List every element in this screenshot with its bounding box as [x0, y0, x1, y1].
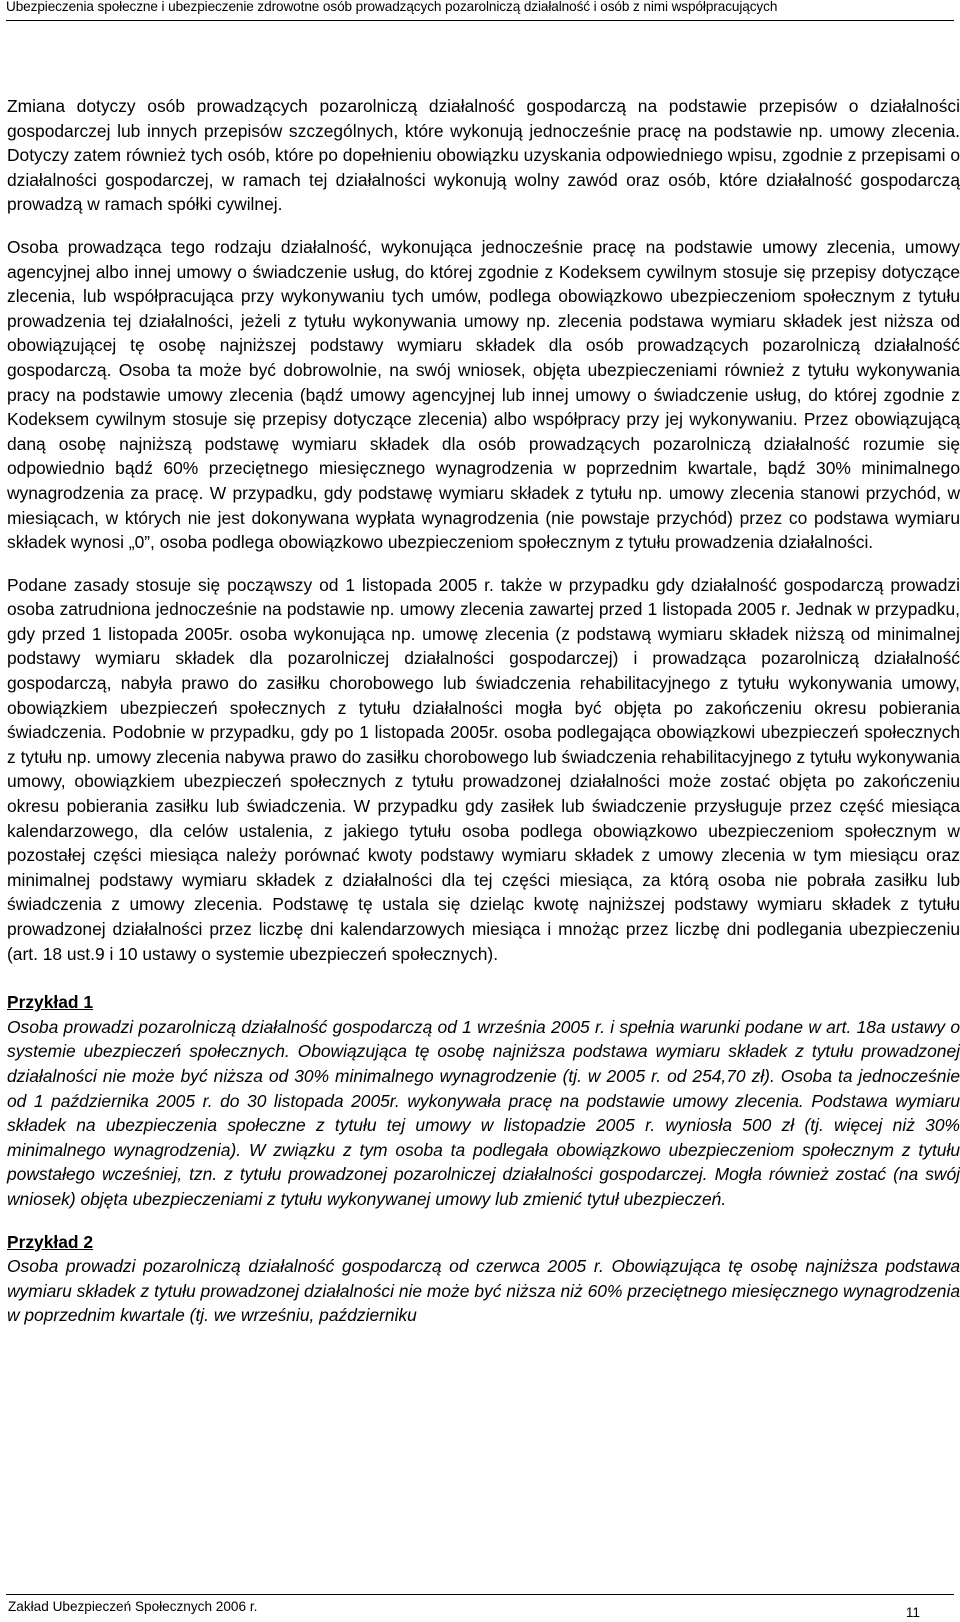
paragraph-1: Zmiana dotyczy osób prowadzących pozarolniczą działalność gospodarczą na podstawie przepisów o działalności gospodarczej lub innych przepisów szczególnych, które wykonują jednocześnie pracę na podstawie np. umowy zlecenia. Dotyczy zatem również tych osób, które po dopełnieniu obowiązku uzyskania odpowiedniego wpisu, zgodnie z przepisami o działalności gospodarczej, w ramach tej działalności wykonują wolny zawód oraz osób, które działalność gospodarczą prowadzą w ramach spółki cywilnej. [7, 96, 960, 215]
document-body [7, 94, 960, 1346]
example-1-text: Osoba prowadzi pozarolniczą działalność gospodarczą od 1 września 2005 r. i spełnia warunki podane w art. 18a ustawy o systemie ubezpieczeń społecznych. Obowiązująca tę osobę najniższa podstawa wymiaru składek z tytułu prowadzonej działalności nie może być niższa od 30% minimalnego wynagrodzenie (tj. w 2005 r. od 254,70 zł). Osoba ta jednocześnie od 1 października 2005 r. do 30 listopada 2005r. wykonywała pracę na podstawie umowy zlecenia. Podstawa wymiaru składek na ubezpieczenia społeczne z tytułu tej umowy w listopadzie 2005 r. wyniosła 500 zł (tj. więcej niż 30% minimalnego wynagrodzenia). W związku z tym osoba ta podlegała obowiązkowo ubezpieczeniom społecznym z tytułu powstałego wcześniej, tzn. z tytułu prowadzonej pozarolniczej działalności gospodarczej. Mogła również zostać (na swój wniosek) objęta ubezpieczeniami z tytułu wykonywanej umowy lub zmienić tytuł ubezpieczeń. [7, 1016, 960, 1209]
running-title: Ubezpieczenia społeczne i ubezpieczenie zdrowotne osób prowadzących pozarolniczą działalność i osób z nimi współpracujących [6, 0, 778, 14]
paragraph-2: Osoba prowadząca tego rodzaju działalność, wykonująca jednocześnie pracę na podstawie umowy zlecenia, umowy agencyjnej albo innej umowy o świadczenie usług, do której zgodnie z Kodeksem cywilnym stosuje się przepisy dotyczące zlecenia, lub współpracująca przy wykonywaniu tych umów, podlega obowiązkowo ubezpieczeniom społecznym z tytułu prowadzenia tej działalności, jeżeli z tytułu wykonywania umowy np. zlecenia podstawa wymiaru składek jest niższa od obowiązującej tę osobę najniższej podstawy wymiaru składek dla osób prowadzących pozarolniczą działalność gospodarczą. Osoba ta może być dobrowolnie, na swój wniosek, objęta ubezpieczeniami również z tytułu wykonywania pracy na podstawie umowy zlecenia (bądź umowy agencyjnej lub innej umowy o świadczenie usług, do której zgodnie z Kodeksem cywilnym stosuje się przepisy dotyczące zlecenia) albo współpracy przy jej wykonywaniu. Przez obowiązującą daną osobę najniższą podstawę wymiaru składek dla osób prowadzących pozarolniczą działalność rozumie się odpowiednio bądź 60% przeciętnego miesięcznego wynagrodzenia w poprzednim kwartale, bądź 30% minimalnego wynagrodzenia za pracę. W przypadku, gdy podstawę wymiaru składek z tytułu np. umowy zlecenia stanowi przychód, w miesiącach, w których nie jest dokonywana wypłata wynagrodzenia (nie powstaje przychód) przez co podstawa wymiaru składek wynosi „0”, osoba podlega obowiązkowo ubezpieczeniom społecznym z tytułu prowadzenia działalności. [7, 236, 960, 553]
example-1-heading: Przykład 1 [7, 992, 94, 1013]
footer-publisher: Zakład Ubezpieczeń Społecznych 2006 r. [8, 1599, 258, 1614]
example-2-text: Osoba prowadzi pozarolniczą działalność gospodarczą od czerwca 2005 r. Obowiązująca tę osobę najniższa podstawa wymiaru składek z tytułu prowadzonej działalności nie może być niższa niż 60% przeciętnego miesięcznego wynagrodzenia w poprzednim kwartale (tj. we wrześniu, październiku [7, 1256, 960, 1326]
page-header [6, 0, 954, 21]
example-2-heading: Przykład 2 [7, 1231, 94, 1252]
paragraph-3: Podane zasady stosuje się począwszy od 1 listopada 2005 r. także w przypadku gdy działalność gospodarczą prowadzi osoba zatrudniona jednocześnie na podstawie np. umowy zlecenia zawartej przed 1 listopada 2005 r. Jednak w przypadku, gdy przed 1 listopada 2005r. osoba wykonująca np. umowę zlecenia (z podstawą wymiaru składek niższą od minimalnej podstawy wymiaru składek dla pozarolniczej działalności gospodarczej) i prowadząca pozarolniczą działalność gospodarczą, nabyła prawo do zasiłku chorobowego lub świadczenia rehabilitacyjnego z tytułu wykonywania umowy, obowiązkiem ubezpieczeń społecznych z tytułu działalności mogła być objęta po zakończeniu okresu pobierania świadczenia. Podobnie w przypadku, gdy po 1 listopada 2005r. osoba podlegająca obowiązkowi ubezpieczeń społecznych z tytułu np. umowy zlecenia nabywa prawo do zasiłku chorobowego lub świadczenia rehabilitacyjnego z tytułu wykonywania umowy, obowiązkiem ubezpieczeń społecznych z tytułu prowadzonej działalności może zostać objęta po zakończeniu okresu pobierania zasiłku lub świadczenia. W przypadku gdy zasiłek lub świadczenie przysługuje przez część miesiąca kalendarzowego, dla celów ustalenia, z jakiego tytułu osoba podlega obowiązkowo ubezpieczeniom społecznym w pozostałej części miesiąca należy porównać kwoty podstawy wymiaru składek z umowy zlecenia w tym miesiącu oraz minimalnej podstawy wymiaru składek z działalności dla tej części miesiąca, za którą osoba nie pobrała zasiłku lub świadczenia z umowy zlecenia. Podstawę tę ustala się dzieląc kwotę najniższej podstawy wymiaru składek z tytułu prowadzonej działalności przez liczbę dni kalendarzowych miesiąca i mnożąc przez liczbę dni podlegania ubezpieczeniu (art. 18 ust.9 i 10 ustawy o systemie ubezpieczeń społecznych). [7, 574, 960, 964]
page-footer [6, 1594, 954, 1621]
example-2 [7, 1230, 960, 1328]
page-number: 11 [905, 1605, 920, 1620]
example-1 [7, 990, 960, 1211]
